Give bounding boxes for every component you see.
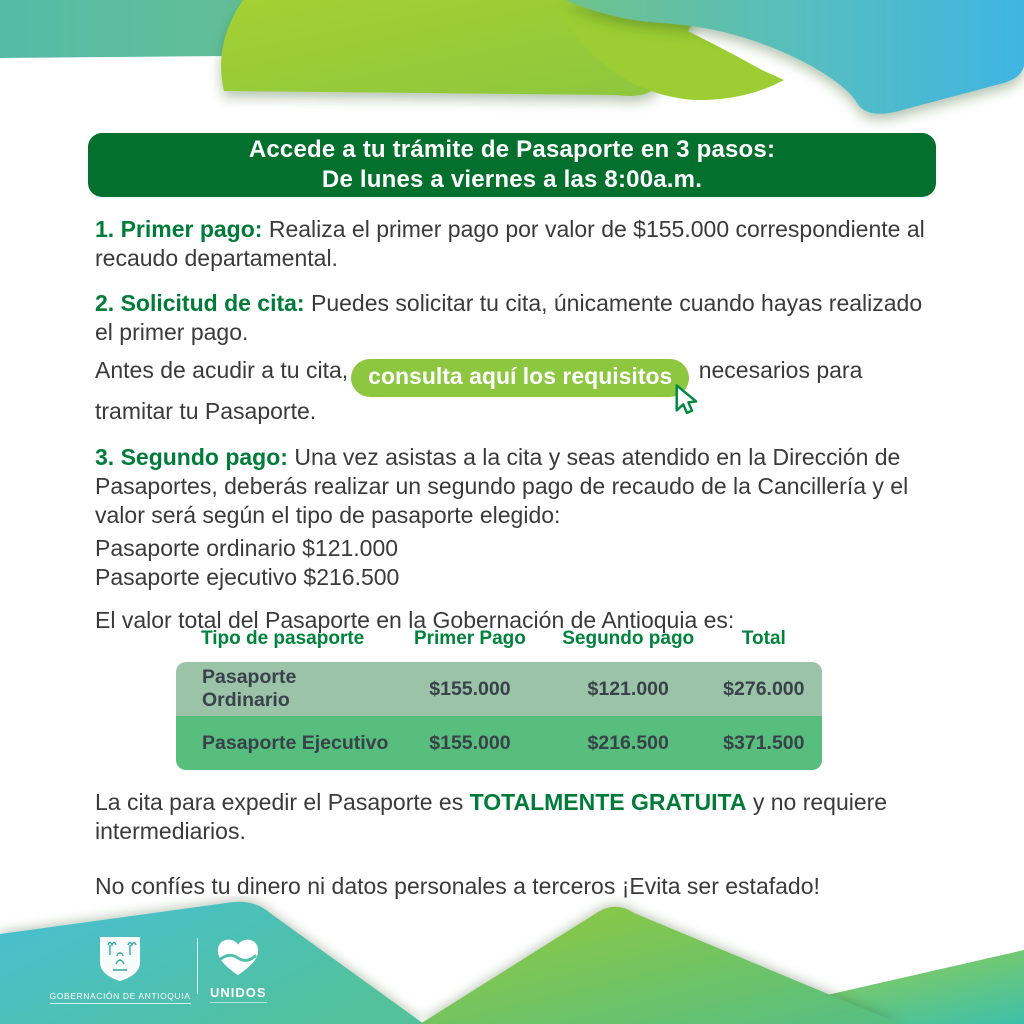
cta-text-before: Antes de acudir a tu cita, [95, 357, 349, 383]
step-2-label: 2. Solicitud de cita: [95, 290, 305, 316]
table-row [176, 716, 822, 770]
table-header-segundo: Segundo pago [562, 628, 695, 649]
price-table [176, 628, 822, 770]
table-header-total: Total [741, 628, 786, 649]
table-cell: Pasaporte Ordinario [202, 666, 297, 711]
table-cell: $121.000 [587, 677, 669, 700]
table-body [176, 662, 822, 770]
price-executive: Pasaporte ejecutivo $216.500 [95, 564, 400, 590]
cta-text-after: necesarios para tramitar tu Pasaporte. [95, 357, 863, 424]
bottom-notes [95, 788, 945, 901]
step-3-text: Una vez asistas a la cita y seas atendido en la Dirección de Pasaportes, deberás realizar un segundo pago de recaudo de la Cancillería y el valor será según el tipo de pasaporte elegido: [95, 444, 909, 528]
step-1-label: 1. Primer pago: [95, 216, 263, 242]
table-cell: Pasaporte Ejecutivo [202, 731, 389, 754]
step-3-label: 3. Segundo pago: [95, 444, 288, 470]
step-2-paragraph [95, 289, 937, 347]
table-header-primer: Primer Pago [413, 628, 526, 649]
free-note-after: y no requiere intermediarios. [95, 789, 888, 844]
free-appointment-note [95, 788, 945, 846]
cursor-icon [667, 383, 701, 424]
unidos-heart-icon [215, 936, 261, 983]
table-cell: $155.000 [429, 731, 511, 754]
step-2-text: Puedes solicitar tu cita, únicamente cuando hayas realizado el primer pago. [95, 290, 923, 345]
step-3-paragraph [95, 443, 937, 530]
unidos-label: UNIDOS [210, 985, 267, 1003]
table-row [176, 662, 822, 716]
total-intro: El valor total del Pasaporte en la Gobernación de Antioquia es: [95, 607, 735, 633]
gobernacion-label: GOBERNACIÓN DE ANTIOQUIA [50, 991, 191, 1004]
banner-title-line1: Accede a tu trámite de Pasaporte en 3 pasos: [248, 136, 776, 163]
table-cell: $276.000 [723, 677, 805, 700]
free-note-before: La cita para expedir el Pasaporte es [95, 789, 470, 815]
logo-divider [197, 938, 198, 994]
table-header-row [176, 628, 822, 650]
step-1-text: Realiza el primer pago por valor de $155.000 correspondiente al recaudo departamental. [95, 216, 925, 271]
scam-warning-note: No confíes tu dinero ni datos personales a terceros ¡Evita ser estafado! [95, 873, 820, 899]
body-content [95, 215, 937, 635]
footer-logos [49, 936, 315, 1006]
table-cell: $371.500 [723, 731, 805, 754]
table-header-tipo: Tipo de pasaporte [200, 628, 365, 649]
unidos-logo [210, 936, 267, 1003]
table-cell: $216.500 [587, 731, 669, 754]
free-note-bold: TOTALMENTE GRATUITA [469, 789, 747, 815]
banner-title-line2: De lunes a viernes a las 8:00a.m. [321, 166, 703, 193]
price-ordinary: Pasaporte ordinario $121.000 [95, 535, 399, 561]
header-banner [88, 133, 936, 197]
price-lines [95, 534, 937, 592]
shield-crest-icon [99, 936, 141, 987]
gobernacion-logo [49, 936, 191, 1004]
table-cell: $155.000 [429, 677, 511, 700]
cta-button-label: consulta aquí los requisitos [368, 363, 673, 389]
cta-paragraph [95, 356, 937, 426]
consulta-requisitos-button[interactable] [351, 359, 689, 397]
step-1-paragraph [95, 215, 937, 273]
